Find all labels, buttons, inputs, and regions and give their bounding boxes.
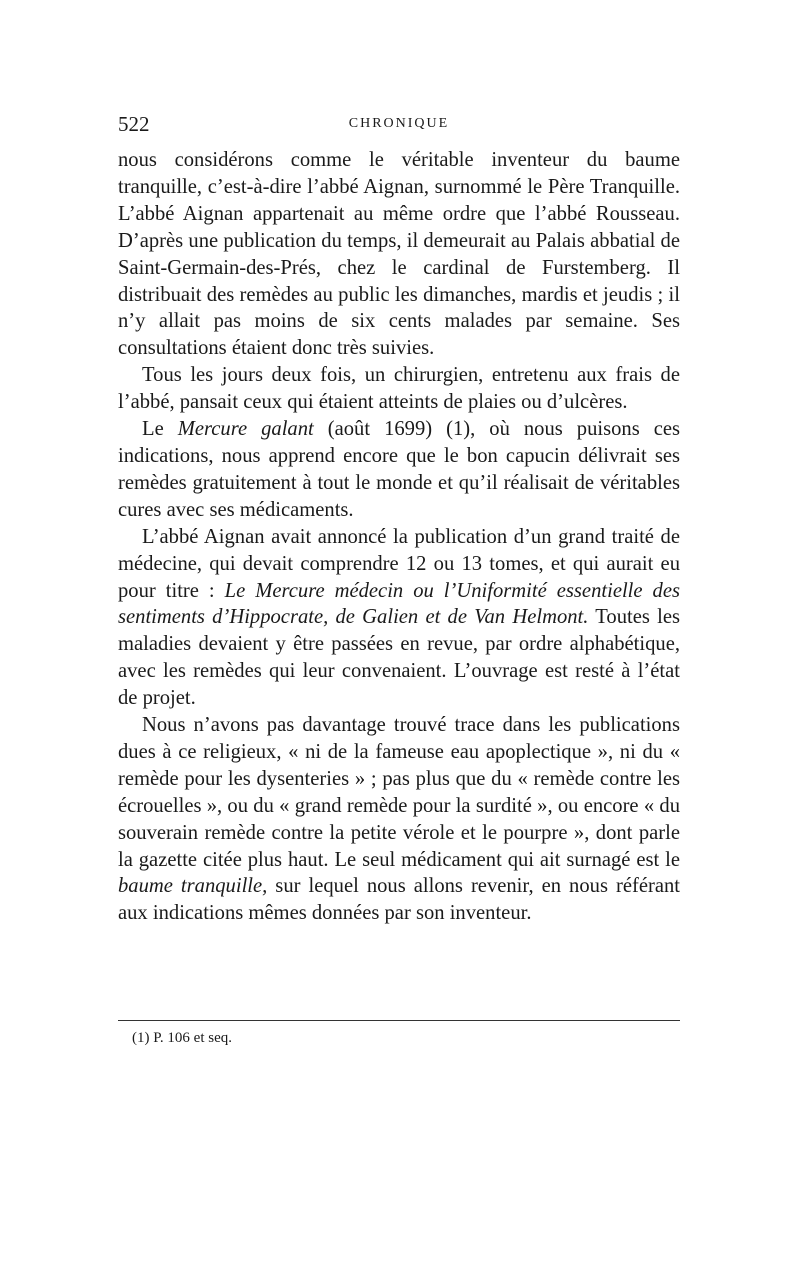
text-run: Tous les jours deux fois, un chirurgien, entretenu aux frais de l’abbé, pansait ceux qui étaient atteints de plaies ou d’ulcères. — [118, 364, 680, 414]
footnote: (1) P. 106 et seq. — [132, 1030, 232, 1046]
page-header — [118, 112, 680, 142]
text-run: nous considérons comme le véritable inventeur du baume tranquille, c’est-à-dire l’abbé Aignan, surnommé le Père Tranquille. L’abbé Aignan appartenait au même ordre que l’abbé Rousseau. D’après une publication du temps, il demeurait au Palais abbatial de Saint-Germain-des-Prés, chez le cardinal de Furstemberg. Il distribuait des remèdes au public les dimanches, mardis et jeudis ; il n’y allait pas moins de six cents malades par semaine. Ses consultations étaient donc très suivies. — [118, 149, 680, 360]
running-head: CHRONIQUE — [348, 116, 450, 131]
paragraph — [118, 362, 680, 416]
body-text — [118, 147, 680, 927]
text-run: Toutes les maladies devaient y être passées en revue, par ordre alphabétique, avec les remèdes qui leur convenaient. L’ouvrage est resté à l’état de projet. — [118, 606, 681, 710]
paragraph — [118, 147, 680, 362]
text-run: sur lequel nous allons revenir, en nous référant aux indications mêmes données par son inventeur. — [118, 875, 680, 925]
italic-text: Mercure galant — [177, 418, 314, 441]
paragraph — [118, 524, 680, 712]
text-run: Le — [142, 418, 178, 441]
page-number: 522 — [118, 112, 150, 136]
paragraph — [118, 712, 680, 927]
italic-text: baume tranquille, — [118, 875, 268, 898]
text-run: Nous n’avons pas davantage trouvé trace dans les publications dues à ce religieux, « ni de la fameuse eau apoplectique », ni du « remède pour les dysenteries » ; pas plus que du « remède contre les écrouelles », ou du « grand remède pour la surdité », ou encore « du souverain remède contre la petite vérole et le pourpre », dont parle la gazette citée plus haut. Le seul médicament qui ait surnagé est le — [118, 714, 680, 871]
text-run: L’abbé Aignan avait annoncé la publication d’un grand traité de médecine, qui devait comprendre 12 ou 13 tomes, et qui aurait eu pour titre : — [118, 525, 680, 602]
italic-text: Le Mercure médecin ou l’Uniformité essentielle des sentiments d’Hippocrate, de Galien et de Van Helmont. — [118, 579, 680, 629]
footnote-rule — [118, 1020, 680, 1021]
text-run: (août 1699) (1), où nous puisons ces indications, nous apprend encore que le bon capucin délivrait ses remèdes gratuitement à tout le monde et qu’il réalisait de véritables cures avec ses médicaments. — [118, 418, 681, 521]
paragraph — [118, 416, 680, 524]
